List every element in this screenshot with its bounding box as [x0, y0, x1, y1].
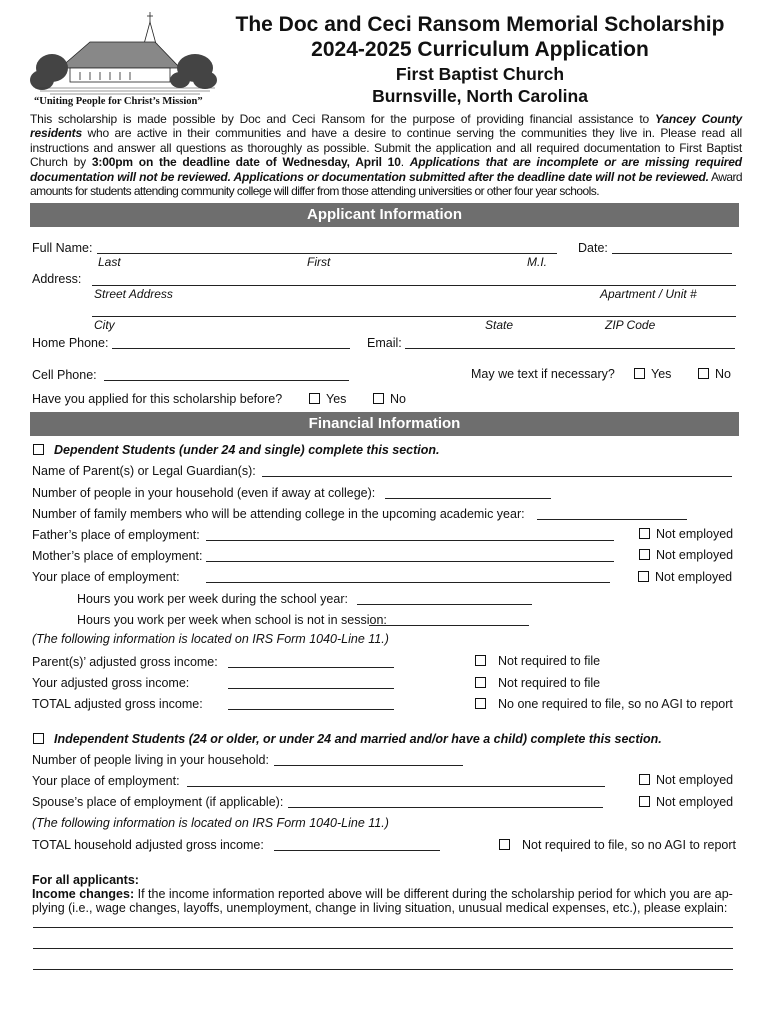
not-employed-label: Not employed: [656, 773, 734, 787]
church-illustration: [30, 10, 220, 100]
checkbox-icon: [634, 368, 645, 379]
parent-agi-field[interactable]: [228, 667, 394, 668]
church-location: Burnsville, North Carolina: [372, 86, 588, 106]
text-yes-label: Yes: [651, 367, 672, 381]
address-label: Address:: [32, 272, 82, 286]
not-required-label: Not required to file: [498, 654, 601, 668]
page-subtitle: 2024-2025 Curriculum Application: [311, 38, 649, 61]
checkbox-icon: [638, 571, 649, 582]
household-field[interactable]: [385, 498, 551, 499]
no-one-required-checkbox[interactable]: [475, 697, 733, 711]
total-household-agi-field[interactable]: [274, 850, 440, 851]
explanation-line-2[interactable]: [33, 948, 733, 949]
parent-name-field[interactable]: [262, 476, 732, 477]
ind-your-employment-field[interactable]: [187, 786, 605, 787]
intro-text-4: Award amounts for students attending community college will differ from those attending universities or other four year schools.: [30, 169, 743, 199]
checkbox-icon: [639, 549, 650, 560]
applied-before-label: Have you applied for this scholarship before?: [32, 392, 283, 406]
intro-emph-warning: Applications that are incomplete or are missing required documentation will not be reviewed. Applications or documentation submitted after the deadline date will not be reviewed.: [30, 155, 742, 184]
father-employment-field[interactable]: [206, 540, 614, 541]
ind-household-field[interactable]: [274, 765, 463, 766]
not-employed-label: Not employed: [656, 548, 734, 562]
parent-agi-label: Parent(s)’ adjusted gross income:: [32, 655, 218, 669]
checkbox-icon: [639, 774, 650, 785]
family-college-field[interactable]: [537, 519, 687, 520]
intro-text-1: This scholarship is made possible by Doc and Ceci Ransom for the purpose of providing financial assistance to: [30, 112, 655, 126]
date-label: Date:: [578, 241, 608, 255]
not-required-agi-label: Not required to file, so no AGI to report: [522, 838, 737, 852]
total-agi-field[interactable]: [228, 709, 394, 710]
street-address-caption: Street Address: [94, 287, 173, 301]
applied-no-label: No: [390, 392, 406, 406]
income-changes-label: Income changes:: [32, 887, 135, 901]
checkbox-icon: [639, 528, 650, 539]
street-address-field[interactable]: [92, 285, 736, 286]
hours-off-field[interactable]: [369, 625, 529, 626]
your-not-employed-checkbox[interactable]: [638, 570, 732, 584]
mother-not-employed-checkbox[interactable]: [639, 548, 733, 562]
intro-emph-residents: Yancey County residents: [30, 112, 742, 141]
your-agi-label: Your adjusted gross income:: [32, 676, 190, 690]
income-changes-text-2: plying (i.e., wage changes, layoffs, unemployment, change in living situation, unusual medical expenses, etc.), please explain:: [32, 901, 728, 915]
applied-yes-checkbox[interactable]: [309, 392, 346, 406]
city-state-zip-field[interactable]: [92, 316, 736, 317]
dependent-section-checkbox[interactable]: [33, 443, 439, 457]
text-yes-checkbox[interactable]: [634, 367, 671, 381]
household-label: Number of people in your household (even if away at college):: [32, 486, 376, 500]
not-employed-label: Not employed: [656, 795, 734, 809]
your-employment-field[interactable]: [206, 582, 610, 583]
checkbox-icon: [33, 733, 44, 744]
parent-not-required-checkbox[interactable]: [475, 654, 600, 668]
independent-heading: Independent Students (24 or older, or under 24 and married and/or have a child) complete this section.: [54, 732, 662, 746]
explanation-line-3[interactable]: [33, 969, 733, 970]
parent-name-label: Name of Parent(s) or Legal Guardian(s):: [32, 464, 256, 478]
spouse-not-employed-checkbox[interactable]: [639, 795, 733, 809]
apartment-caption: Apartment / Unit #: [600, 287, 697, 301]
irs-note: (The following information is located on IRS Form 1040-Line 11.): [32, 632, 389, 646]
ind-your-employment-label: Your place of employment:: [32, 774, 180, 788]
intro-paragraph: [30, 112, 742, 198]
hours-school-label: Hours you work per week during the school year:: [77, 592, 348, 606]
cell-phone-field[interactable]: [104, 380, 349, 381]
not-employed-label: Not employed: [656, 527, 734, 541]
text-no-checkbox[interactable]: [698, 367, 731, 381]
email-field[interactable]: [405, 348, 735, 349]
email-label: Email:: [367, 336, 402, 350]
applicant-info-bar: Applicant Information: [30, 203, 739, 227]
church-motto: “Uniting People for Christ’s Mission”: [34, 96, 203, 107]
ind-not-required-checkbox[interactable]: [499, 838, 736, 852]
checkbox-icon: [373, 393, 384, 404]
last-name-caption: Last: [98, 255, 121, 269]
date-field[interactable]: [612, 253, 732, 254]
ind-household-label: Number of people living in your household:: [32, 753, 269, 767]
no-one-required-label: No one required to file, so no AGI to report: [498, 697, 733, 711]
checkbox-icon: [475, 655, 486, 666]
hours-off-label: Hours you work per week when school is not in session:: [77, 613, 387, 627]
not-required-label: Not required to file: [498, 676, 601, 690]
checkbox-icon: [639, 796, 650, 807]
church-name: First Baptist Church: [395, 64, 565, 84]
dependent-heading: Dependent Students (under 24 and single) complete this section.: [54, 443, 440, 457]
intro-text-2: who are active in their communities and have a desire to continue serving the communities they live in. Please read all instructions and answer all questions as thoroughly as possible. Submit the application and all required documentation to First Baptist Church by: [30, 126, 742, 170]
mother-employment-label: Mother’s place of employment:: [32, 549, 203, 563]
family-college-label: Number of family members who will be attending college in the upcoming academic year:: [32, 507, 525, 521]
cell-phone-label: Cell Phone:: [32, 368, 97, 382]
checkbox-icon: [33, 444, 44, 455]
text-permission-label: May we text if necessary?: [471, 367, 615, 381]
full-name-label: Full Name:: [32, 241, 93, 255]
total-household-agi-label: TOTAL household adjusted gross income:: [32, 838, 264, 852]
your-employment-label: Your place of employment:: [32, 570, 180, 584]
spouse-employment-label: Spouse’s place of employment (if applicable):: [32, 795, 284, 809]
page-title: The Doc and Ceci Ransom Memorial Scholarship: [235, 13, 725, 36]
home-phone-field[interactable]: [112, 348, 350, 349]
father-not-employed-checkbox[interactable]: [639, 527, 733, 541]
checkbox-icon: [698, 368, 709, 379]
text-no-label: No: [715, 367, 731, 381]
applied-yes-label: Yes: [326, 392, 347, 406]
income-changes-desc: If the income information reported above will be different during the scholarship period for which you are ap-: [134, 887, 733, 901]
your-not-required-checkbox[interactable]: [475, 676, 600, 690]
checkbox-icon: [475, 698, 486, 709]
middle-initial-caption: M.I.: [527, 255, 547, 269]
checkbox-icon: [475, 677, 486, 688]
intro-emph-deadline: 3:00pm on the deadline date of Wednesday, April 10: [91, 155, 401, 170]
mother-employment-field[interactable]: [206, 561, 614, 562]
all-applicants-heading: For all applicants:: [32, 873, 139, 887]
zip-caption: ZIP Code: [605, 318, 656, 332]
irs-note-2: (The following information is located on IRS Form 1040-Line 11.): [32, 816, 389, 830]
income-changes-text: [32, 887, 733, 901]
spouse-employment-field[interactable]: [288, 807, 603, 808]
your-agi-field[interactable]: [228, 688, 394, 689]
first-name-caption: First: [307, 255, 331, 269]
father-employment-label: Father’s place of employment:: [32, 528, 200, 542]
applied-no-checkbox[interactable]: [373, 392, 406, 406]
checkbox-icon: [309, 393, 320, 404]
city-caption: City: [94, 318, 115, 332]
intro-text-3: .: [400, 155, 410, 170]
financial-info-bar: Financial Information: [30, 412, 739, 436]
ind-not-employed-checkbox[interactable]: [639, 773, 733, 787]
home-phone-label: Home Phone:: [32, 336, 109, 350]
independent-section-checkbox[interactable]: [33, 732, 662, 746]
full-name-field[interactable]: [97, 253, 557, 254]
checkbox-icon: [499, 839, 510, 850]
state-caption: State: [485, 318, 514, 332]
explanation-line-1[interactable]: [33, 927, 733, 928]
hours-school-field[interactable]: [357, 604, 532, 605]
total-agi-label: TOTAL adjusted gross income:: [32, 697, 203, 711]
not-employed-label: Not employed: [655, 570, 733, 584]
